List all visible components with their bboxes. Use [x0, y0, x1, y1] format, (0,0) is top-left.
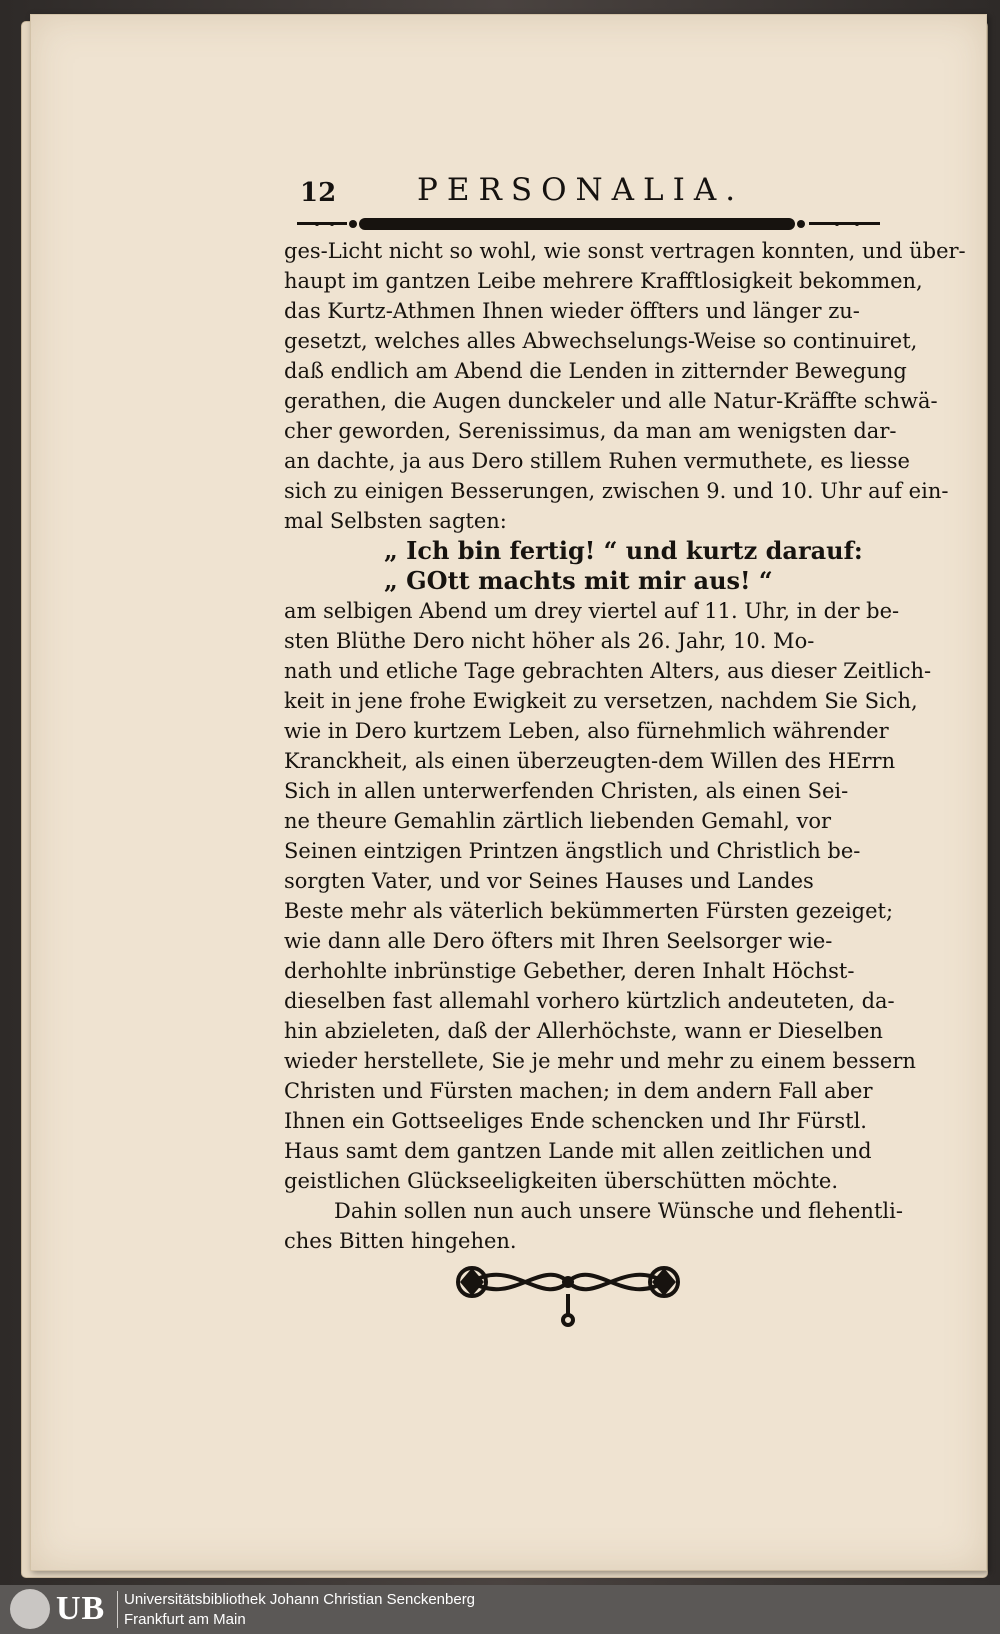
text-line: das Kurtz-Athmen Ihnen wieder öffters und länger zu-: [284, 299, 860, 323]
text-line: am selbigen Abend um drey viertel auf 11. Uhr, in der be-: [284, 599, 900, 623]
text-line: sten Blüthe Dero nicht höher als 26. Jahr, 10. Mo-: [284, 629, 815, 653]
ub-logo: UB: [56, 1590, 106, 1627]
quotation-line: „ GOtt machts mit mir aus! “: [384, 566, 773, 595]
text-line: Christen und Fürsten machen; in dem andern Fall aber: [284, 1079, 873, 1103]
text-line: ches Bitten hingehen.: [284, 1229, 517, 1253]
text-line: dieselben fast allemahl vorhero kürtzlich andeuteten, da-: [284, 989, 895, 1013]
text-line: sorgten Vater, und vor Seines Hauses und Landes: [284, 869, 814, 893]
library-name-line2: Frankfurt am Main: [124, 1611, 246, 1628]
text-line: cher geworden, Serenissimus, da man am wenigsten dar-: [284, 419, 897, 443]
text-line: Sich in allen unterwerfenden Christen, als einen Sei-: [284, 779, 849, 803]
text-line: Haus samt dem gantzen Lande mit allen zeitlichen und: [284, 1139, 872, 1163]
text-line: Seinen eintzigen Printzen ängstlich und Christlich be-: [284, 839, 861, 863]
quotation-line: „ Ich bin fertig! “ und kurtz darauf:: [384, 536, 863, 565]
library-name-line1: Universitätsbibliothek Johann Christian Senckenberg: [124, 1591, 476, 1608]
tailpiece-ornament-graphic: [452, 1252, 684, 1332]
tailpiece-ornament: [452, 1252, 684, 1332]
text-line: ne theure Gemahlin zärtlich liebenden Gemahl, vor: [284, 809, 832, 833]
university-seal-icon: [10, 1589, 50, 1629]
page-number: 12: [300, 178, 337, 208]
text-line: Dahin sollen nun auch unsere Wünsche und flehentli-: [334, 1199, 903, 1223]
text-line: daß endlich am Abend die Lenden in zitternder Bewegung: [284, 359, 907, 383]
text-line: wie dann alle Dero öfters mit Ihren Seelsorger wie-: [284, 929, 833, 953]
text-line: ges-Licht nicht so wohl, wie sonst vertragen konnten, und über-: [284, 239, 966, 263]
text-line: mal Selbsten sagten:: [284, 509, 507, 533]
text-line: derhohlte inbrünstige Gebether, deren Inhalt Höchst-: [284, 959, 855, 983]
library-footer-bar: [0, 1585, 1000, 1634]
library-name: [124, 1590, 475, 1630]
text-line: keit in jene frohe Ewigkeit zu versetzen, nachdem Sie Sich,: [284, 689, 918, 713]
text-line: gerathen, die Augen dunckeler und alle Natur-Kräffte schwä-: [284, 389, 938, 413]
running-title: PERSONALIA.: [417, 172, 745, 208]
text-line: wie in Dero kurtzem Leben, also fürnehmlich währender: [284, 719, 889, 743]
text-line: geistlichen Glückseeligkeiten überschütten möchte.: [284, 1169, 839, 1193]
header-rule-graphic: [297, 214, 880, 234]
text-line: Beste mehr als väterlich bekümmerten Fürsten gezeiget;: [284, 899, 894, 923]
text-line: hin abzieleten, daß der Allerhöchste, wann er Dieselben: [284, 1019, 883, 1043]
text-line: Kranckheit, als einen überzeugten-dem Willen des HErrn: [284, 749, 896, 773]
text-line: Ihnen ein Gottseeliges Ende schencken und Ihr Fürstl.: [284, 1109, 867, 1133]
text-line: an dachte, ja aus Dero stillem Ruhen vermuthete, es liesse: [284, 449, 910, 473]
text-line: nath und etliche Tage gebrachten Alters, aus dieser Zeitlich-: [284, 659, 932, 683]
page-header: [300, 172, 870, 212]
text-line: haupt im gantzen Leibe mehrere Krafftlosigkeit bekommen,: [284, 269, 923, 293]
decorative-header-rule: [297, 214, 880, 234]
logo-divider: [117, 1591, 118, 1628]
body-text: [284, 236, 966, 1256]
text-line: sich zu einigen Besserungen, zwischen 9. und 10. Uhr auf ein-: [284, 479, 949, 503]
text-line: wieder herstellete, Sie je mehr und mehr zu einem bessern: [284, 1049, 916, 1073]
text-line: gesetzt, welches alles Abwechselungs-Weise so continuiret,: [284, 329, 918, 353]
